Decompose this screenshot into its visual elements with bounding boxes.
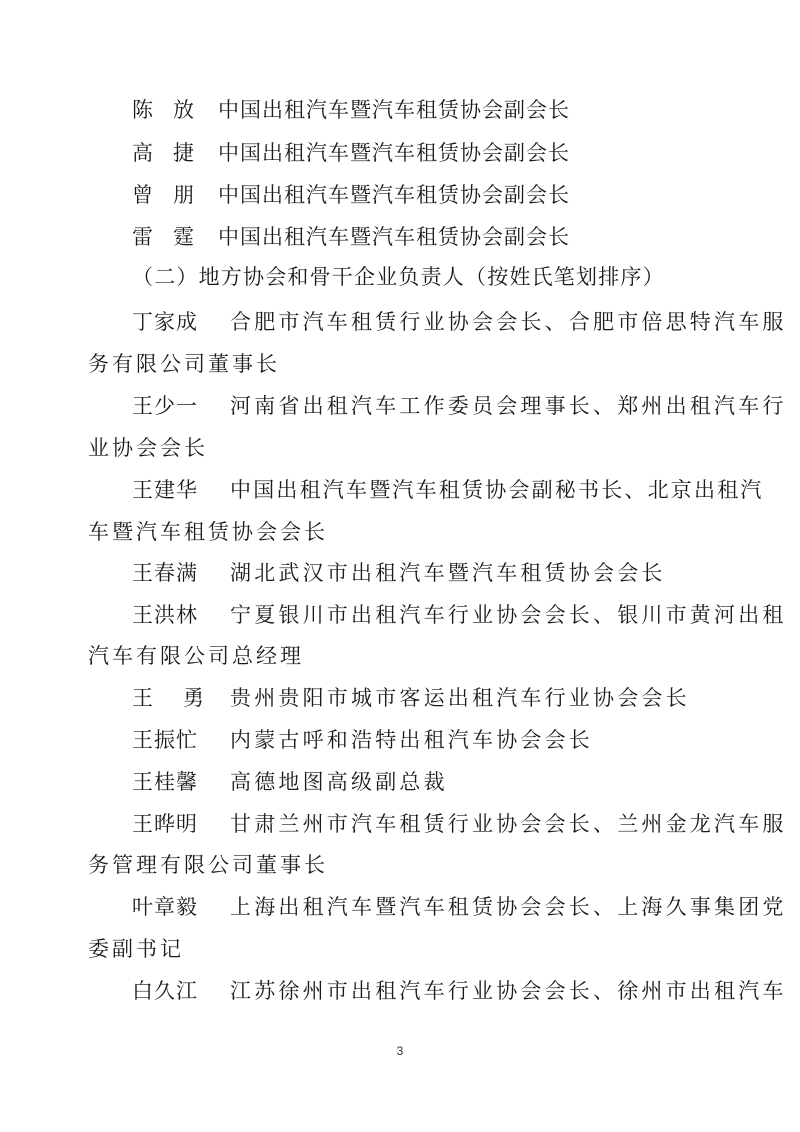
- member-description: 高德地图高级副总裁: [230, 770, 448, 794]
- member-description: 江苏徐州市出租汽车行业协会会长、徐州市出租汽车: [230, 979, 787, 1003]
- member-description-cont: 汽车有限公司总经理: [88, 644, 304, 668]
- member-description: 甘肃兰州市汽车租赁行业协会会长、兰州金龙汽车服: [230, 812, 787, 836]
- vp-title: 中国出租汽车暨汽车租赁协会副会长: [218, 98, 570, 122]
- member-description: 河南省出租汽车工作委员会理事长、郑州出租汽车行: [230, 394, 787, 418]
- vp-name: 陈放: [132, 98, 214, 122]
- member-name: 王春满: [132, 561, 198, 585]
- member-name: 丁家成: [132, 310, 198, 334]
- vp-title: 中国出租汽车暨汽车租赁协会副会长: [218, 183, 570, 207]
- member-name: 王振忙: [132, 728, 198, 752]
- member-name: 白久江: [132, 979, 198, 1003]
- vp-title: 中国出租汽车暨汽车租赁协会副会长: [218, 225, 570, 249]
- member-name: 王勇: [132, 686, 234, 710]
- vp-name: 雷霆: [132, 225, 214, 249]
- member-name: 王少一: [132, 394, 198, 418]
- member-description-cont: 务管理有限公司董事长: [88, 853, 328, 877]
- member-description-cont: 车暨汽车租赁协会会长: [88, 520, 328, 544]
- member-description: 合肥市汽车租赁行业协会会长、合肥市倍思特汽车服: [230, 310, 787, 334]
- member-name: 王建华: [132, 478, 198, 502]
- vp-name: 曾朋: [132, 183, 214, 207]
- member-description-cont: 业协会会长: [88, 436, 208, 460]
- member-name: 王洪林: [132, 603, 198, 627]
- member-description: 贵州贵阳市城市客运出租汽车行业协会会长: [230, 686, 690, 710]
- member-description: 上海出租汽车暨汽车租赁协会会长、上海久事集团党: [230, 895, 787, 919]
- member-description: 中国出租汽车暨汽车租赁协会副秘书长、北京出租汽: [230, 478, 764, 502]
- member-description: 内蒙古呼和浩特出租汽车协会会长: [230, 728, 593, 752]
- member-description-cont: 务有限公司董事长: [88, 352, 280, 376]
- vp-name: 高捷: [132, 141, 214, 165]
- member-name: 叶章毅: [132, 895, 198, 919]
- member-description: 宁夏银川市出租汽车行业协会会长、银川市黄河出租: [230, 603, 787, 627]
- vp-title: 中国出租汽车暨汽车租赁协会副会长: [218, 141, 570, 165]
- member-description-cont: 委副书记: [88, 937, 184, 961]
- section-heading-text: （二）地方协会和骨干企业负责人（按姓氏笔划排序）: [132, 265, 665, 289]
- member-description: 湖北武汉市出租汽车暨汽车租赁协会会长: [230, 561, 666, 585]
- member-name: 王晔明: [132, 812, 198, 836]
- member-name: 王桂馨: [132, 770, 198, 794]
- page-number: 3: [396, 1044, 404, 1058]
